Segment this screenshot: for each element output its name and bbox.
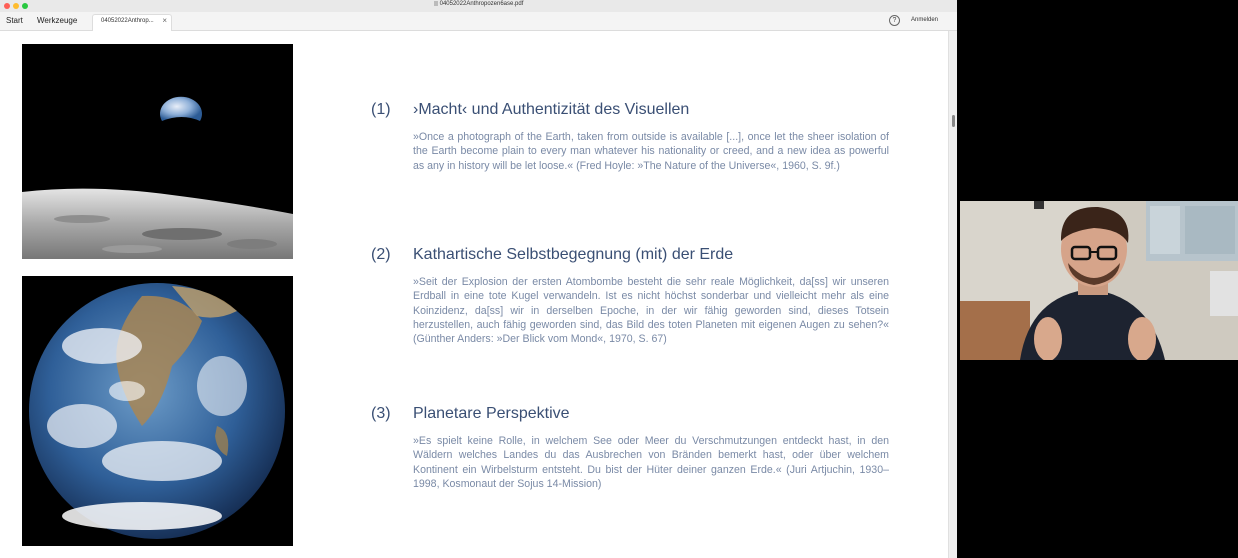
tab-tools[interactable]: Werkzeuge xyxy=(37,16,78,25)
document-icon xyxy=(434,1,438,6)
blue-marble-illustration xyxy=(22,276,293,546)
earthrise-photo xyxy=(22,44,293,259)
help-icon[interactable]: ? xyxy=(889,15,900,26)
vertical-scrollbar[interactable] xyxy=(948,31,957,558)
webcam-video-feed xyxy=(960,201,1238,360)
section-1-quote: »Once a photograph of the Earth, taken from outside is available [...], once let the sheer isolation of the Earth become plain to every man whatever his nationality or creed, and a new idea as powerful as any in history will be let loose.« (Fred Hoyle: »The Nature of the Universe«, 1960, S. 9f.) xyxy=(413,131,889,172)
section-2-title: Kathartische Selbstbegegnung (mit) der Erde xyxy=(413,246,734,263)
sign-in-button[interactable]: Anmelden xyxy=(911,17,939,23)
window-title-text: 04052022Anthropozen6ase.pdf xyxy=(439,1,524,7)
document-tab-label: 04052022Anthrop... xyxy=(101,18,154,24)
section-2-number: (2) xyxy=(371,246,391,263)
tab-document[interactable] xyxy=(92,14,172,31)
webcam-illustration xyxy=(960,201,1238,360)
scrollbar-thumb[interactable] xyxy=(952,115,955,127)
section-3-number: (3) xyxy=(371,405,391,422)
earthrise-illustration xyxy=(22,44,293,259)
section-3-quote: »Es spielt keine Rolle, in welchem See oder Meer du Verschmutzungen entdeckt hast, in den Wäldern welches Landes du das Ausbrechen von Bränden bemerkt hast, oder über welchem Kontinent ein Wirbelsturm entsteht. Du bist der Hüter deiner ganzen Erde.« (Juri Artjuchin, 1930–1998, Kosmonaut der Sojus 14-Mission) xyxy=(413,435,889,490)
section-1-number: (1) xyxy=(371,101,391,118)
blue-marble-photo xyxy=(22,276,293,546)
section-3-title: Planetare Perspektive xyxy=(413,405,570,422)
section-2-quote: »Seit der Explosion der ersten Atombombe besteht die sehr reale Möglichkeit, da[ss] wir unseren Erdball in eine tote Kugel verwandeln. Ist es nicht höchst sonderbar und vielleicht mehr als eine Koinzidenz, da[ss] wir in derselben Epoche, in der wir fähig geworden sind, dieses Totsein herzustellen, auch fähig geworden sind, das Bild des toten Planeten mit eigenen Augen zu sehen?« (Günther Anders: »Der Blick vom Mond«, 1970, S. 67) xyxy=(413,276,889,346)
tab-start[interactable]: Start xyxy=(6,16,23,25)
section-1-title: ›Macht‹ und Authentizität des Visuellen xyxy=(413,101,690,118)
tab-bar xyxy=(0,12,957,31)
close-tab-icon[interactable]: × xyxy=(162,16,167,25)
window-title xyxy=(0,1,957,7)
